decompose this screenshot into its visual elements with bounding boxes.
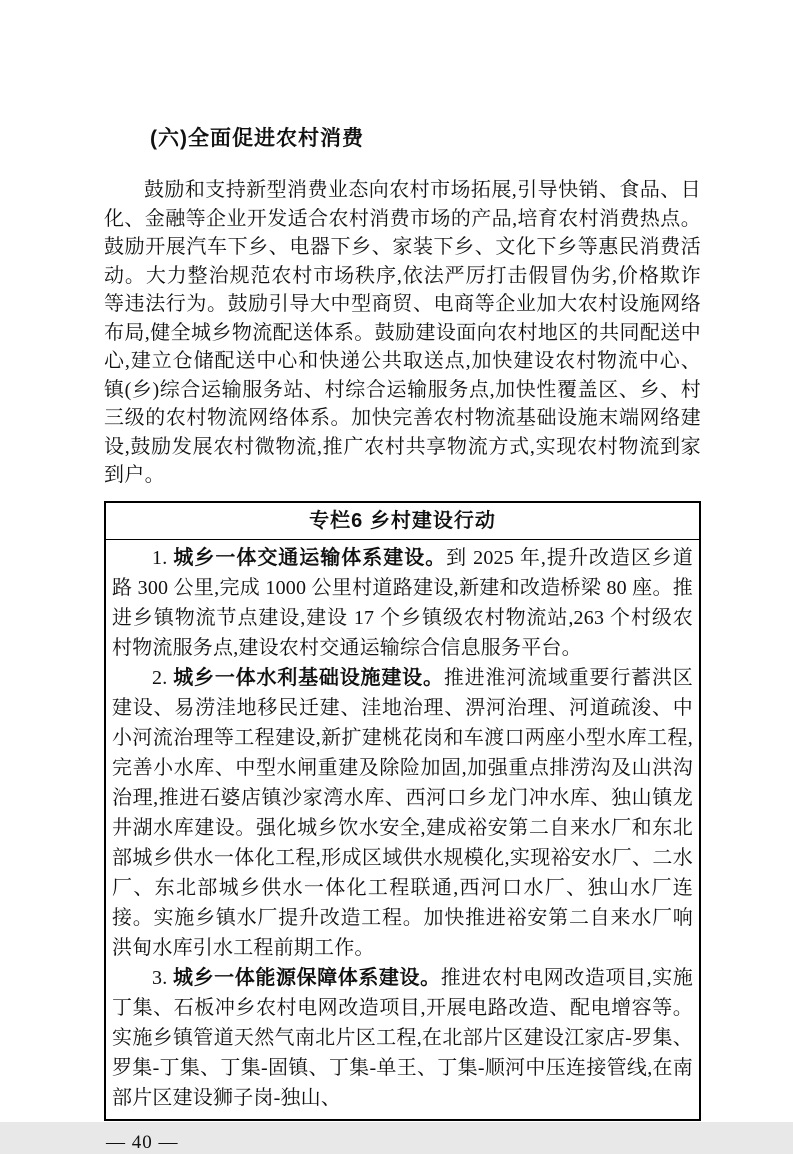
item-number: 1. (152, 546, 174, 569)
panel-item-1 (112, 543, 693, 663)
item-lead: 城乡一体水利基础设施建设。 (173, 666, 444, 689)
item-body: 到 2025 年,提升改造区乡道路 300 公里,完成 1000 公里村道路建设,新建和改造桥梁 80 座。推进乡镇物流节点建设,建设 17 个乡镇级农村物流站,263 个村级农村物流服务点,建设农村交通运输综合信息服务平台。 (112, 546, 693, 659)
panel-item-2 (112, 663, 693, 963)
item-lead: 城乡一体能源保障体系建设。 (173, 966, 441, 989)
sidebar-box-column6 (104, 501, 701, 1121)
panel-item-3 (112, 963, 693, 1113)
item-body: 推进农村电网改造项目,实施丁集、石板冲乡农村电网改造项目,开展电路改造、配电增容等。实施乡镇管道天然气南北片区工程,在北部片区建设江家店-罗集、罗集-丁集、丁集-固镇、丁集-单王、丁集-顺河中压连接管线,在南部片区建设狮子岗-独山、 (112, 966, 693, 1109)
item-number: 3. (152, 966, 173, 989)
body-paragraph: 鼓励和支持新型消费业态向农村市场拓展,引导快销、食品、日化、金融等企业开发适合农村消费市场的产品,培育农村消费热点。鼓励开展汽车下乡、电器下乡、家装下乡、文化下乡等惠民消费活动。大力整治规范农村市场秩序,依法严厉打击假冒伪劣,价格欺诈等违法行为。鼓励引导大中型商贸、电商等企业加大农村设施网络布局,健全城乡物流配送体系。鼓励建设面向农村地区的共同配送中心,建立仓储配送中心和快递公共取送点,加快建设农村物流中心、镇(乡)综合运输服务站、村综合运输服务点,加快性覆盖区、乡、村三级的农村物流网络体系。加快完善农村物流基础设施末端网络建设,鼓励发展农村微物流,推广农村共享物流方式,实现农村物流到家到户。 (104, 179, 701, 486)
page-number: — 40 — (106, 1131, 179, 1153)
item-lead: 城乡一体交通运输体系建设。 (173, 546, 447, 569)
panel-body (106, 540, 699, 1119)
item-number: 2. (152, 666, 174, 689)
section-heading: (六)全面促进农村消费 (150, 127, 364, 150)
item-body: 推进淮河流域重要行蓄洪区建设、易涝洼地移民迁建、洼地治理、淠河治理、河道疏浚、中小河流治理等工程建设,新扩建桃花岗和车渡口两座小型水库工程,完善小水库、中型水闸重建及除险加固,加强重点排涝沟及山洪沟治理,推进石婆店镇沙家湾水库、西河口乡龙门冲水库、独山镇龙井湖水库建设。强化城乡饮水安全,建成裕安第二自来水厂和东北部城乡供水一体化工程,形成区域供水规模化,实现裕安水厂、二水厂、东北部城乡供水一体化工程联通,西河口水厂、独山水厂连接。实施乡镇水厂提升改造工程。加快推进裕安第二自来水厂响洪甸水库引水工程前期工作。 (112, 666, 693, 959)
panel-title: 专栏6 乡村建设行动 (106, 503, 699, 540)
